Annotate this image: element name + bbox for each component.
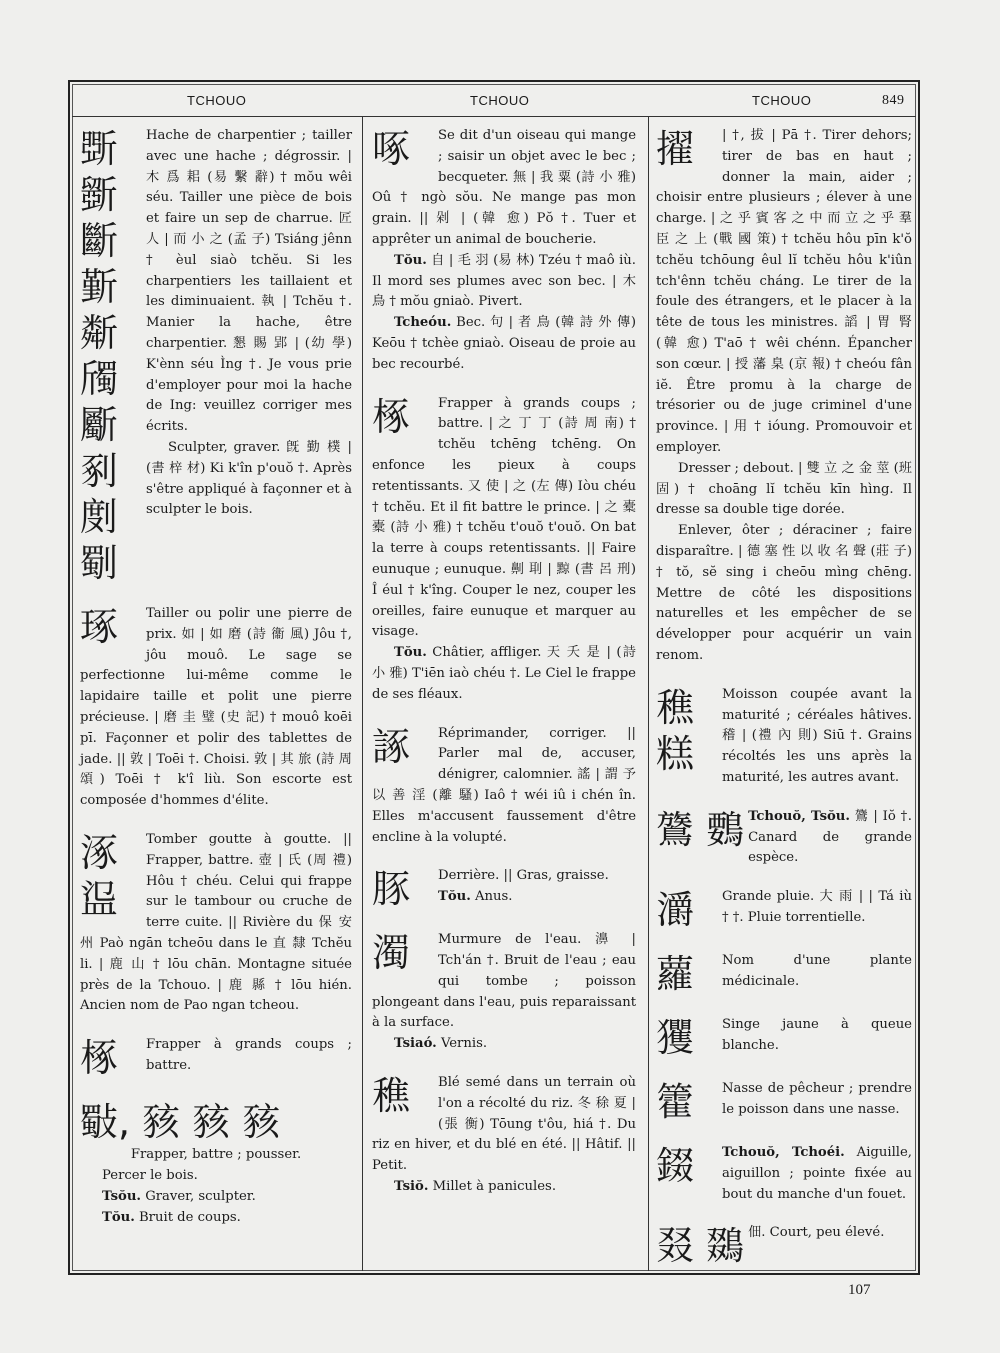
headword: 籗 xyxy=(656,1080,695,1125)
definition-text: Se dit d'un oiseau qui mange ; saisir un objet avec le bec ; becqueter. 無 | 我 粟 (詩 小 雅) Oû † ngò sŏu. Ne mange pas mon grain. || 剁 | (韓 愈) Pŏ †. Tuer et apprêter un animal de boucherie. xyxy=(372,128,636,247)
headword-chars xyxy=(80,1099,280,1145)
definition-text: Réprimander, corriger. || Parler mal de, accuser, dénigrer, calomnier. 謠 | 謂 予 以 善 淫 (離 騷) Iaô † wéi iû i chén în. Elles m'accusent faussement d'être encline à la volupté. xyxy=(372,725,636,845)
definition-text: Tailler ou polir une pierre de prix. 如 | 如 磨 (詩 衞 風) Jôu †, jôu mouô. Le sage se perfectionne lui-même comme le lapidaire taille et polit une pierre précieuse. | 磨 圭 璧 (史 記) † mouô koēi pī. Façonner et polir des tablettes de jade. || 敦 | Toēi †. Choisi. 敦 | 其 旅 (詩 周 頌) Toēi † k'î liù. Son escorte est composée d'hommes d'élite. xyxy=(80,606,352,809)
headword-chars xyxy=(656,685,718,777)
entry xyxy=(656,1015,912,1061)
entry xyxy=(80,1099,352,1228)
definition-text: Singe jaune à queue blanche. xyxy=(722,1017,912,1053)
signature-mark: 107 xyxy=(848,1282,871,1298)
reading: Tŏu. xyxy=(102,1209,135,1225)
entry xyxy=(372,866,636,912)
entry xyxy=(372,724,636,849)
column-3 xyxy=(656,126,912,1287)
entry xyxy=(372,930,636,1055)
entry xyxy=(656,1079,912,1125)
definition-text: Nasse de pêcheur ; prendre le poisson dans une nasse. xyxy=(722,1081,912,1117)
definition-text: Moisson coupée avant la maturité ; céréales hâtives. 稽 | (禮 內 則) Siū †. Grains récoltés les uns après la maturité, les autres avant. xyxy=(722,686,912,785)
entry xyxy=(656,685,912,789)
definition-text: Hache de charpentier ; tailler avec une hache ; dégrossir. | 木 爲 耜 (易 繫 辭) † mŏu wêi séu. Tailler une pièce de bois et faire un sep de charrue. 匠 人 | 而 小 之 (孟 子) Tsiáng jênn † èul siaò tchĕu. Si les charpentiers les taillaient et les diminuaient. 執 | Tchĕu †. Manier la hache, être charpentier. 懇 賜 郢 | (幼 學) K'ènn séu Ìng †. Je vous prie d'employer pour moi la hache de Ing: veuillez corriger mes écrits. xyxy=(146,128,352,435)
header-center: TCHOUO xyxy=(470,93,530,108)
headword-chars xyxy=(372,724,434,770)
definition-text: Frapper, battre ; pousser. xyxy=(130,1147,302,1163)
definition-text: | †, 拔 | Pā †. Tirer dehors; tirer de bas en haut ; donner la main, aider ; choisir entre plusieurs ; élever à une charge. | 之 乎 賓 客 之 中 而 立 之 乎 羣 臣 之 上 (戰 國 策) † tchĕu hôu pīn k'ŏ tchĕu tchōung êul lĭ tchĕu hôu k'iûn tch'ênn tchĕu cháng. Le tirer de la foule des étrangers, et le placer à la tête de tous les ministres. 謟 | 胃 腎 (韓 愈) T'aō † wêi chénn. Épancher son cœur. | 授 藩 臬 (京 報) † cheóu fân iĕ. Être promu à la charge de trésorier ou de juge criminel d'une province. | 用 † ióung. Promouvoir et employer. xyxy=(656,128,912,455)
headword-chars xyxy=(372,866,434,912)
headword: 剢 xyxy=(80,449,119,493)
definition-text: Millet à panicules. xyxy=(428,1179,557,1195)
definition-text: Graver, sculpter. xyxy=(141,1188,256,1204)
reading: Tŏu. xyxy=(394,252,427,268)
headword-chars xyxy=(372,1073,434,1119)
column-rule-2 xyxy=(648,116,649,1271)
headword-chars xyxy=(372,126,434,172)
reading: Tcheóu. xyxy=(394,315,452,331)
headword: 糕 xyxy=(656,731,695,776)
headword-chars xyxy=(656,807,744,853)
headword: 錣 xyxy=(656,1144,695,1189)
headword: 斸 xyxy=(80,403,119,447)
headword-chars xyxy=(80,1035,142,1081)
headword: 斳 xyxy=(80,265,119,309)
headword: 灂 xyxy=(656,888,695,933)
headword: 諑 xyxy=(372,724,411,769)
definition-text: Aiguille, aiguillon ; pointe fixée au bout du manche d'un fouet. xyxy=(722,1145,912,1202)
headword-chars xyxy=(80,830,142,922)
headword: 擢 xyxy=(656,127,695,171)
definition-text: 鷟 | Iŏ †. Canard de grande espèce. xyxy=(748,808,913,866)
headword: 啄 xyxy=(372,127,411,171)
headword: 斵 xyxy=(80,173,119,217)
entry xyxy=(656,887,912,933)
definition-text: Murmure de l'eau. 濞 | Tch'án †. Bruit de l'eau ; eau qui tombe ; poisson plongeant dans l'eau, puis reparaissant à la surface. xyxy=(372,932,636,1031)
definition-text: Anus. xyxy=(470,889,513,905)
entry xyxy=(656,1223,912,1269)
definition xyxy=(80,1145,352,1228)
entry xyxy=(372,1073,636,1198)
headword-chars xyxy=(656,951,718,997)
headword: 剫 xyxy=(80,495,119,539)
reading: Tŏu. xyxy=(438,889,471,905)
entry xyxy=(656,1143,912,1205)
headword-chars xyxy=(656,1143,718,1189)
headword-chars xyxy=(656,1079,718,1125)
definition-text: Percer le bois. xyxy=(102,1167,198,1183)
entry xyxy=(80,126,352,586)
reading: Tchouŏ, Tchoéi. xyxy=(722,1145,845,1161)
headword-chars xyxy=(372,930,434,976)
headword: 穛 xyxy=(656,685,695,730)
definition-text: Châtier, affliger. 天 夭 是 | (詩 小 雅) T'iēn iaò chéu †. Le Ciel le frappe de ses fléaux. xyxy=(372,645,636,702)
headword-chars xyxy=(656,126,718,172)
entry xyxy=(372,394,636,706)
headword-chars xyxy=(656,1223,744,1269)
reading: Tchouŏ, Tsŏu. xyxy=(748,808,850,824)
column-2 xyxy=(372,126,636,1216)
column-rule-1 xyxy=(362,116,363,1271)
definition-text: Frapper à grands coups ; battre. xyxy=(146,1037,352,1073)
definition-text: Dresser ; debout. | 雙 立 之 金 莖 (班 固) † choāng lĭ tchĕu kīn hìng. Il dresse sa double tige dorée. xyxy=(656,460,912,518)
headword: 斀, 豥 豥 豥 xyxy=(80,1100,281,1145)
definition-text: Frapper à grands coups ; battre. | 之 丁 丁 (詩 周 南) † tchĕu tchēng tchēng. On enfonce les pieux à coups retentissants. 又 使 | 之 (左 傳) Iòu chéu † tchĕu. Et il fit battre le prince. | 之 橐 橐 (詩 小 雅) † tchĕu t'ouŏ t'ouŏ. On bat la terre à coups retentissants. || Faire eunuque ; eunuque. 劓 刵 | 黥 (書 呂 刑) Î éul † k'îng. Couper le nez, couper les oreilles, faire eunuque et marquer au visage. xyxy=(372,395,636,640)
headword: 鷟 䳩 xyxy=(656,807,745,852)
definition-text: Bruit de coups. xyxy=(134,1209,241,1225)
reading: Tŏu. xyxy=(394,645,427,661)
headword: 劅 xyxy=(80,541,119,585)
headword: 濁 xyxy=(372,931,411,976)
definition-text: Vernis. xyxy=(436,1036,488,1052)
headword: 穛 xyxy=(372,1074,411,1119)
headword: 豚 xyxy=(372,867,411,912)
definition-text: Derrière. || Gras, graisse. xyxy=(438,868,609,884)
header-left: TCHOUO xyxy=(187,93,247,108)
reading: Tsŏu. xyxy=(102,1188,142,1204)
reading: Tsiŏ. xyxy=(394,1179,429,1195)
definition-text: Tomber goutte à goutte. || Frapper, battre. 壺 | 氏 (周 禮) Hôu † chéu. Celui qui frappe sur le tambour ou cruche de terre cuite. || Rivière du 保 安 州 Paò ngān tcheōu dans le 直 隸 Tchĕu li. | 鹿 山 † lōu chān. Montagne située près de la Tchouo. | 鹿 縣 † lōu hién. Ancien nom de Pao ngan tcheou. xyxy=(80,831,352,1014)
definition-text: Sculpter, graver. 旣 勤 樸 | (書 梓 材) Ki k'în p'ouŏ †. Après s'être appliqué à façonner et à sculpter le bois. xyxy=(146,439,352,518)
running-header xyxy=(72,84,916,117)
headword: 斷 xyxy=(80,219,119,263)
headword: 椓 xyxy=(372,394,411,439)
headword: 䀀 xyxy=(80,876,119,921)
headword-chars xyxy=(656,1015,718,1061)
headword: 斴 xyxy=(80,311,119,355)
entry xyxy=(80,1035,352,1081)
headword: 斲 xyxy=(80,127,119,171)
definition-text: Nom d'une plante médicinale. xyxy=(722,953,912,989)
reading: Tsiaó. xyxy=(394,1036,437,1052)
definition-text: 自 | 毛 羽 (易 林) Tzéu † maô iù. Il mord ses plumes avec son bec. | 木 鳥 † mŏu gniaò. Pivert. xyxy=(372,252,636,310)
headword: 叕 鵽 xyxy=(656,1224,745,1269)
entry xyxy=(656,807,912,869)
definition-text: Blé semé dans un terrain où l'on a récolté du riz. 冬 稌 夏 | (張 衡) Tōung t'ôu, hiá †. Du riz en hiver, et du blé en été. || Hâtif. || Petit. xyxy=(372,1075,636,1174)
entry xyxy=(656,951,912,997)
headword-chars xyxy=(656,887,718,933)
entry xyxy=(372,126,636,376)
headword: 琢 xyxy=(80,605,119,649)
definition-text: Enlever, ôter ; déraciner ; faire disparaître. | 德 塞 性 以 收 名 聲 (莊 子) † tŏ, sĕ sing i cheōu mìng chēng. Mettre de côté les dispositions naturelles et les empêcher de se développer pour acquérir un vain renom. xyxy=(656,523,912,663)
headword: 蘿 xyxy=(656,952,695,997)
headword: 斶 xyxy=(80,357,119,401)
headword: 涿 xyxy=(80,830,119,875)
headword-chars xyxy=(372,394,434,440)
column-1 xyxy=(80,126,352,1246)
headword: 玃 xyxy=(656,1016,695,1061)
definition-text: 佃. Court, peu élevé. xyxy=(748,1225,885,1241)
entry xyxy=(656,126,912,667)
definition-text: Bec. 句 | 者 鳥 (韓 詩 外 傳) Keōu † tchèe gniaò. Oiseau de proie au bec recourbé. xyxy=(372,315,636,372)
headword-chars xyxy=(80,604,142,650)
header-right: TCHOUO xyxy=(752,93,812,108)
entry xyxy=(80,604,352,812)
page-number: 849 xyxy=(882,93,905,108)
headword-chars xyxy=(80,126,142,586)
entry xyxy=(80,830,352,1017)
headword: 椓 xyxy=(80,1036,119,1081)
definition-text: Grande pluie. 大 雨 | | Tá iù † †. Pluie torrentielle. xyxy=(722,889,912,925)
